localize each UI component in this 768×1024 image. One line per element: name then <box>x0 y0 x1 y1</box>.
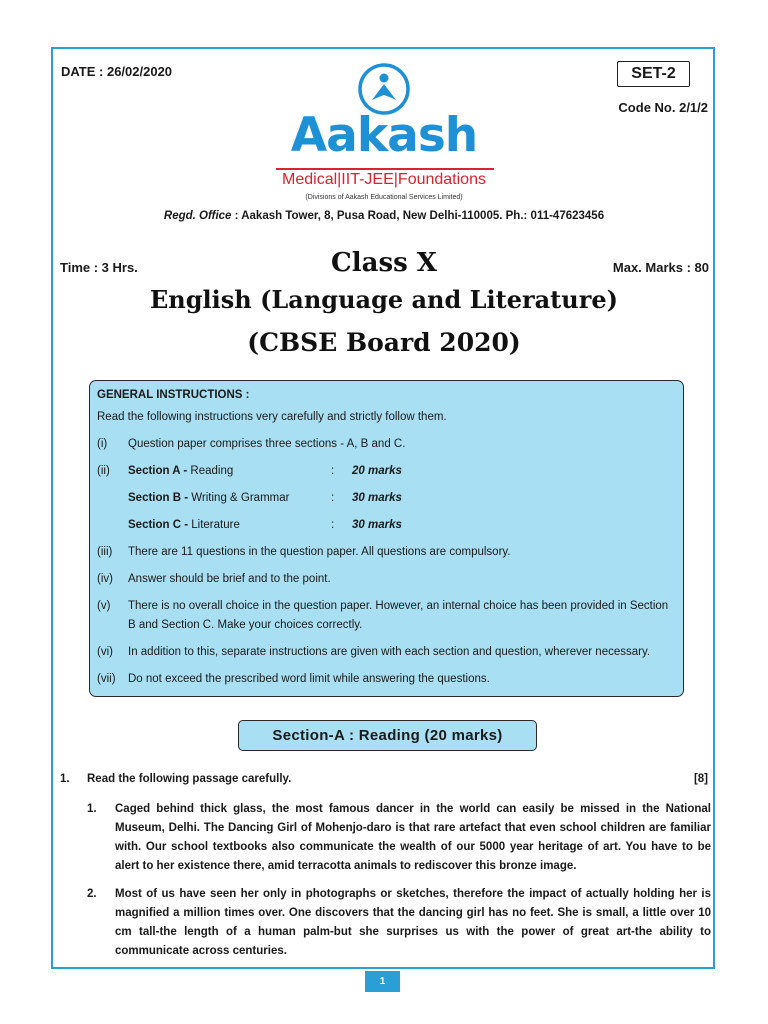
section-a-heading: Section-A : Reading (20 marks) <box>238 720 537 751</box>
section-b-colon: : <box>331 492 335 504</box>
class-title: Class X <box>331 248 437 278</box>
instruction-text: Question paper comprises three sections - A, B and C. <box>128 438 406 450</box>
paragraph-number: 2. <box>87 888 97 900</box>
instruction-number: (i) <box>97 438 108 450</box>
exam-date: DATE : 26/02/2020 <box>61 64 173 79</box>
question-text: Read the following passage carefully. <box>87 773 292 785</box>
instruction-number: (iv) <box>97 573 113 585</box>
instruction-text: There is no overall choice in the question paper. However, an internal choice has been provided in Section B and Section C. Make your choices correctly. <box>128 600 669 631</box>
section-c-name: Section C - Literature <box>128 519 240 531</box>
passage-paragraph <box>87 885 711 961</box>
section-b-marks: 30 marks <box>352 492 402 504</box>
subject-title: English (Language and Literature) <box>150 285 618 314</box>
section-b-name: Section B - Writing & Grammar <box>128 492 290 504</box>
divisions-note: (Divisions of Aakash Educational Services Limited) <box>305 194 463 201</box>
brand-divider <box>276 168 494 170</box>
instruction-text: Do not exceed the prescribed word limit while answering the questions. <box>128 673 490 685</box>
set-badge: SET-2 <box>617 61 690 87</box>
registered-office <box>0 210 768 222</box>
instruction-number: (vii) <box>97 673 116 685</box>
paragraph-number: 1. <box>87 803 97 815</box>
regd-text: : Aakash Tower, 8, Pusa Road, New Delhi-110005. Ph.: 011-47623456 <box>231 210 605 222</box>
section-a-marks: 20 marks <box>352 465 402 477</box>
instruction-text: There are 11 questions in the question paper. All questions are compulsory. <box>128 546 511 558</box>
general-instructions-box <box>89 380 684 697</box>
instructions-heading: GENERAL INSTRUCTIONS : <box>97 389 250 401</box>
passage-paragraph <box>87 800 711 876</box>
paragraph-text: Most of us have seen her only in photographs or sketches, therefore the impact of actually holding her is magnified a million times over. One discovers that the dancing girl has no feet. She is small, a little over 10 cm tall-the length of a human palm-but she surprises us with the power of great art-the ability to communicate across centuries. <box>115 888 711 957</box>
regd-label: Regd. Office <box>163 210 232 222</box>
brand-tagline: Medical|IIT-JEE|Foundations <box>282 171 486 188</box>
board-title: (CBSE Board 2020) <box>247 328 521 357</box>
instruction-number: (v) <box>97 600 111 612</box>
question-marks: [8] <box>693 773 708 785</box>
section-c-marks: 30 marks <box>352 519 402 531</box>
brand-name: Aakash <box>290 108 478 163</box>
section-a-colon: : <box>331 465 335 477</box>
instruction-number: (ii) <box>97 465 110 477</box>
exam-time: Time : 3 Hrs. <box>60 260 138 275</box>
instruction-number: (vi) <box>97 646 113 658</box>
question-number: 1. <box>60 773 70 785</box>
section-c-colon: : <box>331 519 335 531</box>
instruction-text: In addition to this, separate instructions are given with each section and question, wherever necessary. <box>128 646 651 658</box>
instruction-text: Answer should be brief and to the point. <box>128 573 331 585</box>
code-number: Code No. 2/1/2 <box>618 100 708 115</box>
instruction-number: (iii) <box>97 546 113 558</box>
instructions-intro: Read the following instructions very carefully and strictly follow them. <box>97 411 447 423</box>
section-a-name: Section A - Reading <box>128 465 234 477</box>
page-number: 1 <box>365 971 400 992</box>
paragraph-text: Caged behind thick glass, the most famous dancer in the world can easily be missed in the National Museum, Delhi. The Dancing Girl of Mohenjo-daro is that rare artefact that even school children are familiar with. Our school textbooks also communicate the wealth of our 5000 year heritage of art. You have to be alert to her existence there, amid terracotta animals to rediscover this bronze image. <box>115 803 711 872</box>
max-marks: Max. Marks : 80 <box>612 260 709 275</box>
